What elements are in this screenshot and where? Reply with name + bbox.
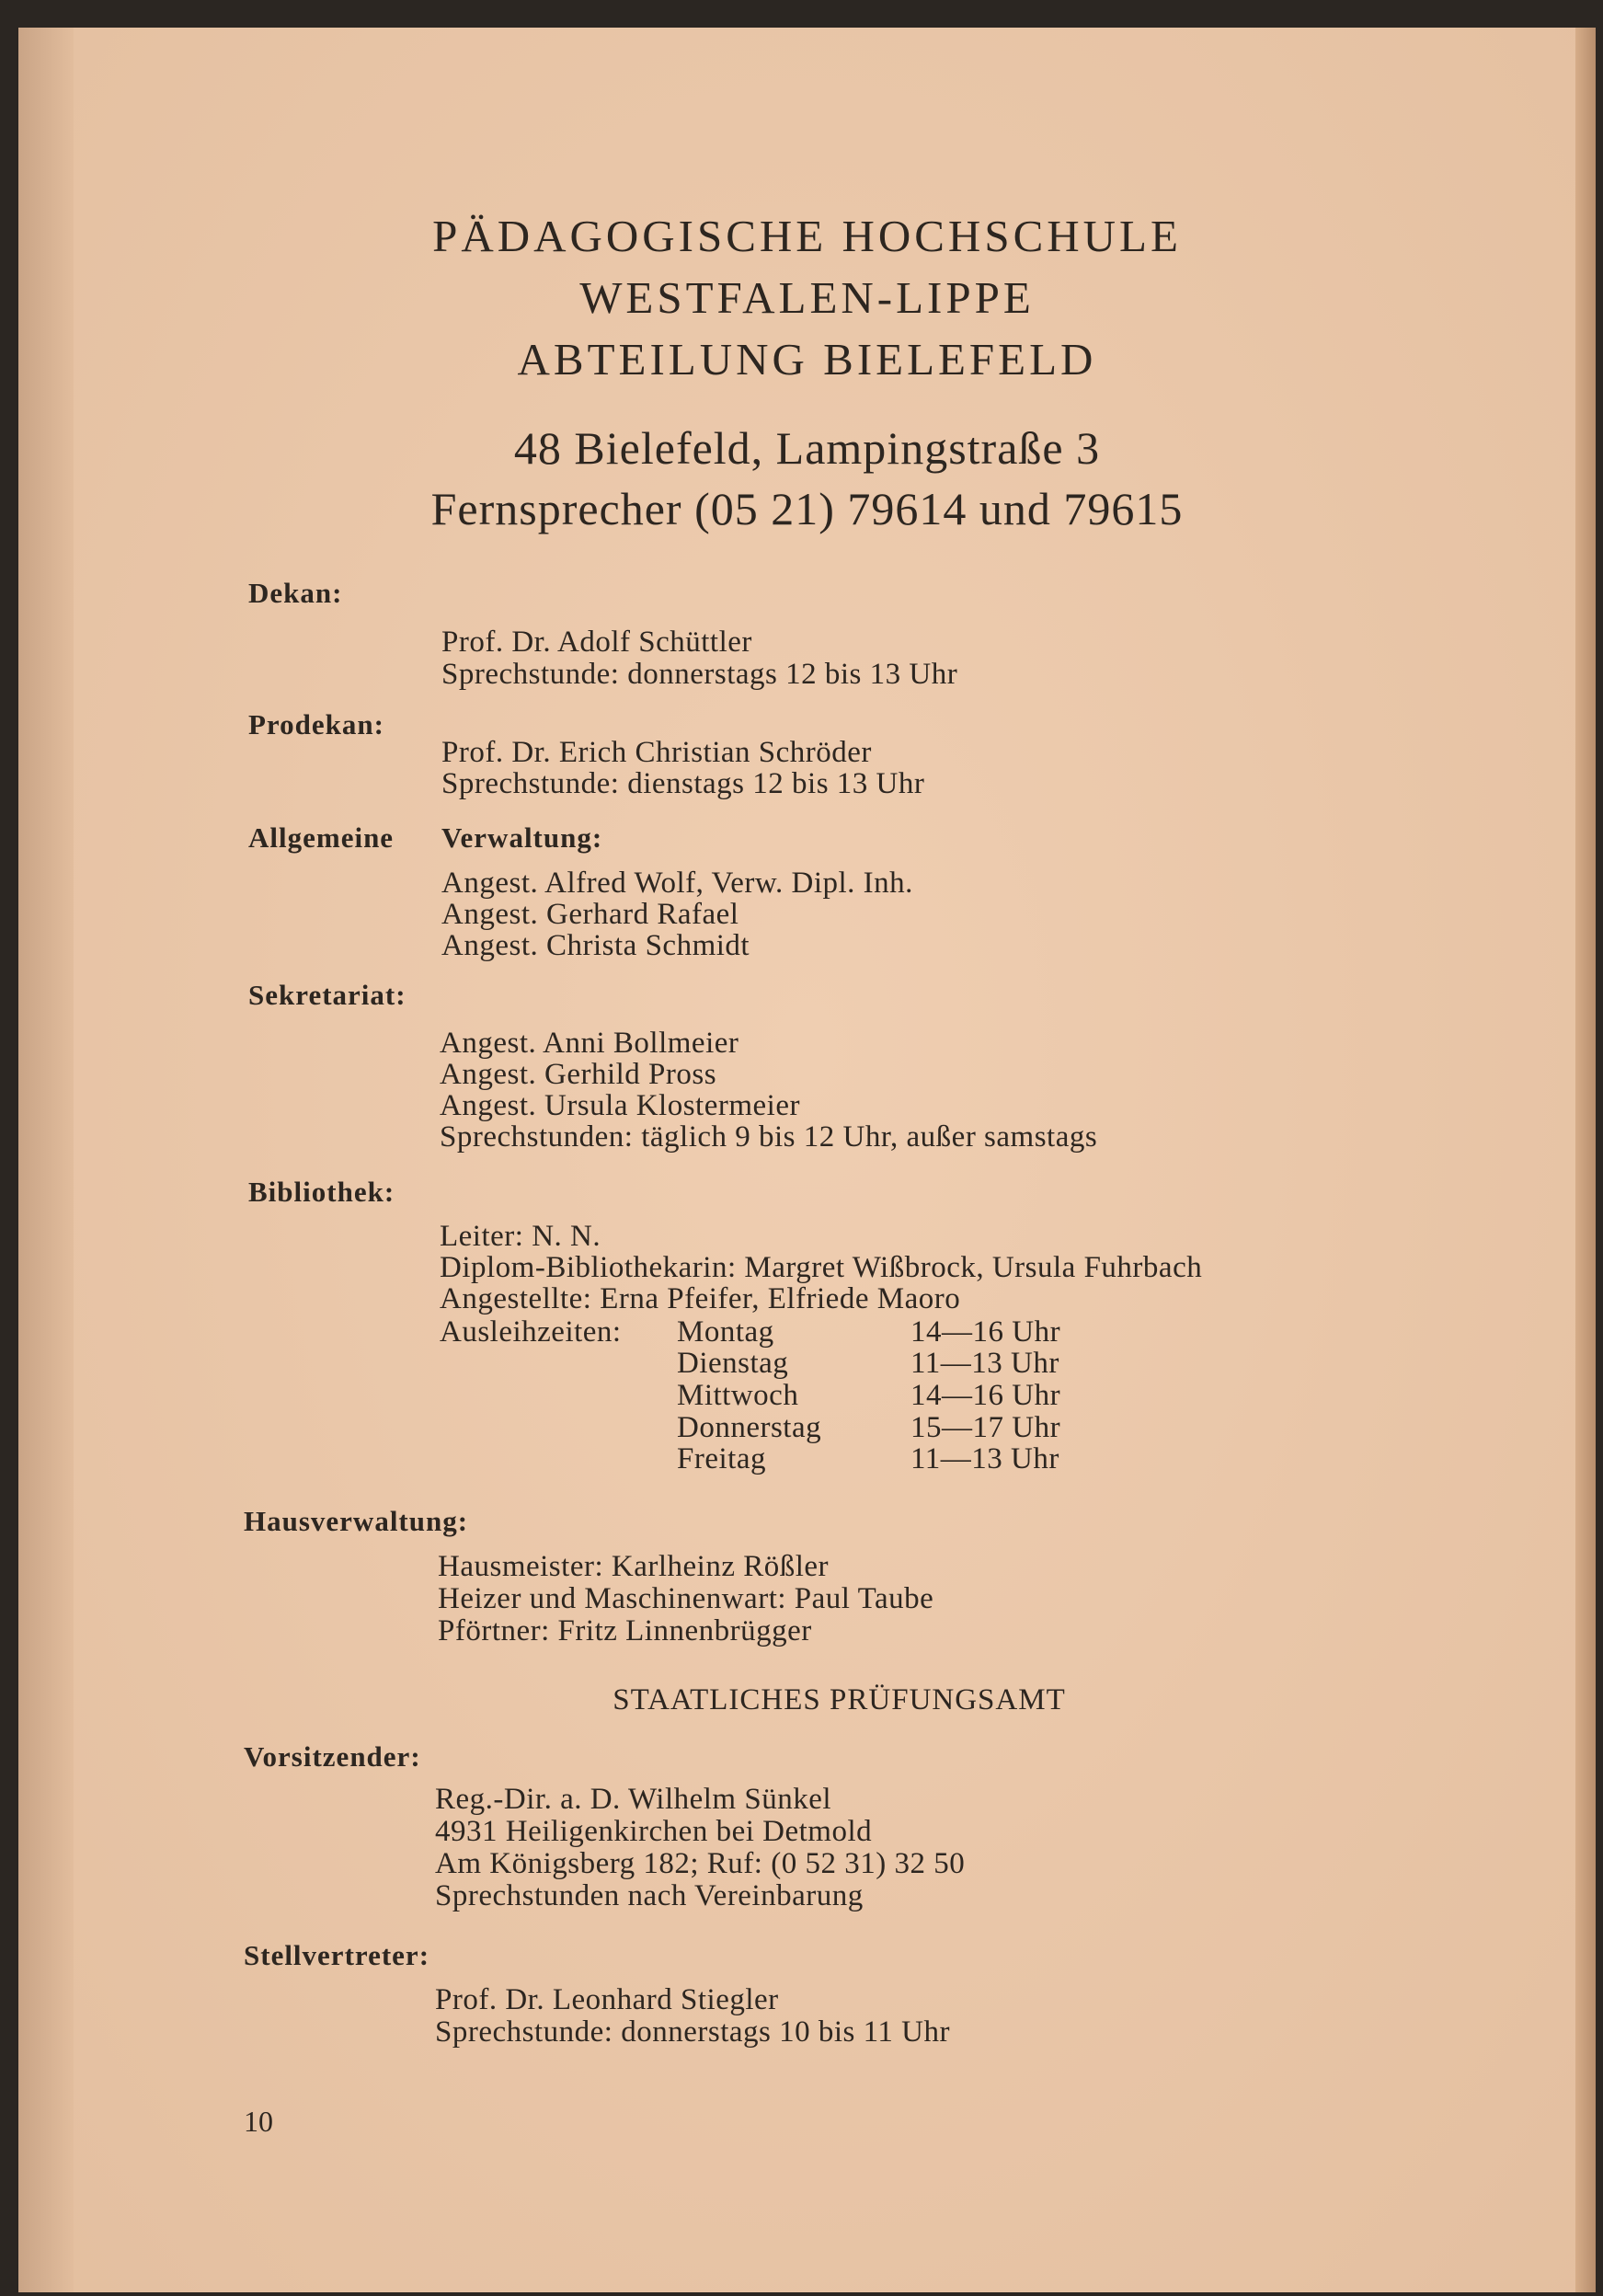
stellvertreter-label: Stellvertreter: bbox=[244, 1939, 430, 1971]
verwaltung-line-1: Angest. Alfred Wolf, Verw. Dipl. Inh. bbox=[441, 867, 913, 900]
hours-time-4: 15—17 Uhr bbox=[910, 1411, 1061, 1444]
hausverwaltung-line-1: Hausmeister: Karlheinz Rößler bbox=[438, 1550, 830, 1583]
dekan-line-1: Prof. Dr. Adolf Schüttler bbox=[441, 626, 752, 659]
title-line-2: WESTFALEN-LIPPE bbox=[579, 272, 1035, 323]
hours-day-2: Dienstag bbox=[677, 1347, 789, 1380]
prodekan-line-1: Prof. Dr. Erich Christian Schröder bbox=[441, 736, 872, 769]
sekretariat-line-3: Angest. Ursula Klostermeier bbox=[440, 1089, 800, 1122]
ausleihzeiten-label: Ausleihzeiten: bbox=[440, 1315, 622, 1349]
hausverwaltung-line-3: Pförtner: Fritz Linnenbrügger bbox=[438, 1614, 812, 1647]
sekretariat-line-4: Sprechstunden: täglich 9 bis 12 Uhr, außer samstags bbox=[440, 1120, 1098, 1154]
hours-day-3: Mittwoch bbox=[677, 1379, 799, 1412]
title-line-3: ABTEILUNG BIELEFELD bbox=[517, 334, 1097, 385]
dekan-label: Dekan: bbox=[248, 577, 343, 609]
prodekan-label: Prodekan: bbox=[248, 708, 384, 740]
bibliothek-line-2: Diplom-Bibliothekarin: Margret Wißbrock, Ursula Fuhrbach bbox=[440, 1251, 1203, 1284]
verwaltung-line-3: Angest. Christa Schmidt bbox=[441, 929, 750, 962]
stellvertreter-line-1: Prof. Dr. Leonhard Stiegler bbox=[435, 1983, 779, 2016]
vorsitzender-line-1: Reg.-Dir. a. D. Wilhelm Sünkel bbox=[435, 1783, 832, 1816]
sekretariat-line-1: Angest. Anni Bollmeier bbox=[440, 1027, 739, 1060]
hours-time-2: 11—13 Uhr bbox=[910, 1347, 1059, 1380]
phone: Fernsprecher (05 21) 79614 und 79615 bbox=[430, 483, 1184, 534]
hours-time-3: 14—16 Uhr bbox=[910, 1379, 1061, 1412]
verwaltung-label-2: Verwaltung: bbox=[441, 821, 603, 854]
sekretariat-label: Sekretariat: bbox=[248, 979, 406, 1011]
verwaltung-line-2: Angest. Gerhard Rafael bbox=[441, 898, 739, 931]
vorsitzender-line-4: Sprechstunden nach Vereinbarung bbox=[435, 1879, 864, 1912]
hours-time-5: 11—13 Uhr bbox=[910, 1442, 1059, 1475]
hours-day-5: Freitag bbox=[677, 1442, 766, 1475]
stellvertreter-line-2: Sprechstunde: donnerstags 10 bis 11 Uhr bbox=[435, 2015, 950, 2049]
vorsitzender-line-2: 4931 Heiligenkirchen bei Detmold bbox=[435, 1815, 873, 1848]
vorsitzender-line-3: Am Königsberg 182; Ruf: (0 52 31) 32 50 bbox=[435, 1847, 966, 1880]
verwaltung-label: Allgemeine bbox=[248, 821, 395, 854]
document-page bbox=[18, 28, 1596, 2292]
pruefungsamt-heading: STAATLICHES PRÜFUNGSAMT bbox=[613, 1683, 1066, 1716]
dekan-line-2: Sprechstunde: donnerstags 12 bis 13 Uhr bbox=[441, 658, 958, 691]
bibliothek-line-1: Leiter: N. N. bbox=[440, 1220, 601, 1253]
bibliothek-label: Bibliothek: bbox=[248, 1176, 395, 1208]
address: 48 Bielefeld, Lampingstraße 3 bbox=[513, 422, 1101, 474]
vorsitzender-label: Vorsitzender: bbox=[244, 1740, 421, 1773]
prodekan-line-2: Sprechstunde: dienstags 12 bis 13 Uhr bbox=[441, 767, 925, 800]
hours-time-1: 14—16 Uhr bbox=[910, 1315, 1061, 1349]
hausverwaltung-label: Hausverwaltung: bbox=[244, 1505, 469, 1537]
bibliothek-line-3: Angestellte: Erna Pfeifer, Elfriede Maoro bbox=[440, 1282, 961, 1315]
sekretariat-line-2: Angest. Gerhild Pross bbox=[440, 1058, 717, 1091]
page-number: 10 bbox=[244, 2105, 273, 2138]
title-line-1: PÄDAGOGISCHE HOCHSCHULE bbox=[432, 211, 1182, 261]
hours-day-1: Montag bbox=[677, 1315, 774, 1349]
hausverwaltung-line-2: Heizer und Maschinenwart: Paul Taube bbox=[438, 1582, 934, 1615]
hours-day-4: Donnerstag bbox=[677, 1411, 822, 1444]
